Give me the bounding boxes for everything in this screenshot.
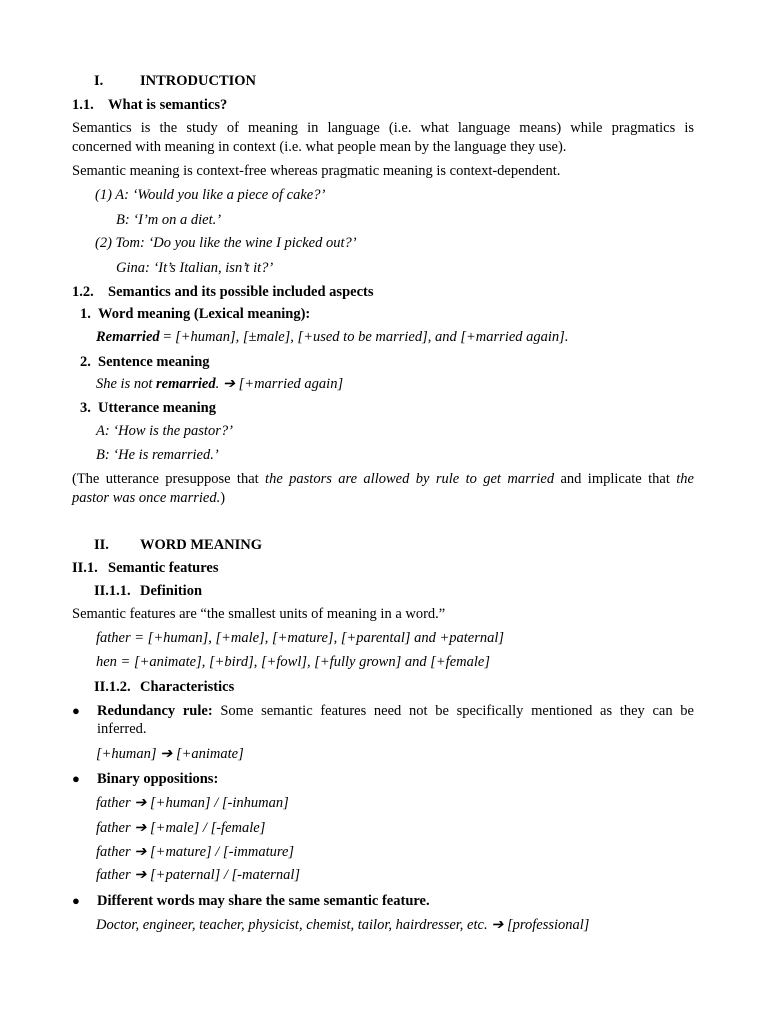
list-item-title: Utterance meaning bbox=[98, 400, 216, 416]
subsection-number: II.1. bbox=[72, 560, 98, 576]
bullet-text-line: inferred. bbox=[97, 721, 147, 737]
note-emphasis: the bbox=[676, 471, 694, 487]
list-item-title: Word meaning (Lexical meaning): bbox=[98, 306, 311, 322]
example-line bbox=[96, 375, 343, 393]
equals-sign: = bbox=[159, 329, 176, 345]
bullet-title: Redundancy rule: bbox=[97, 703, 213, 719]
subsubsection-number: II.1.1. bbox=[94, 583, 131, 599]
example-line: [+human] ➔ [+animate] bbox=[96, 746, 244, 762]
example-line: father ➔ [+human] / [-inhuman] bbox=[96, 795, 289, 811]
subsection-1-1-heading bbox=[72, 96, 227, 114]
example-line: Gina: ‘It’s Italian, isn’t it?’ bbox=[116, 260, 274, 276]
paragraph-line: Semantics is the study of meaning in language (i.e. what language means) while pragmatics is bbox=[72, 120, 694, 136]
section-number: II. bbox=[94, 537, 109, 553]
example-line: B: ‘I’m on a diet.’ bbox=[116, 212, 222, 228]
section-title: WORD MEANING bbox=[140, 537, 263, 553]
example-line: father ➔ [+mature] / [-immature] bbox=[96, 844, 295, 860]
subsubsection-title: Definition bbox=[140, 583, 203, 599]
bullet-icon: ● bbox=[72, 703, 80, 718]
section-1-heading bbox=[94, 72, 256, 90]
subsection-title: Semantic features bbox=[108, 560, 219, 576]
term: remarried bbox=[156, 376, 216, 392]
note-text: (The utterance presuppose that bbox=[72, 471, 266, 487]
note-text: and implicate that bbox=[554, 471, 677, 487]
example-line bbox=[96, 328, 568, 346]
section-title: INTRODUCTION bbox=[140, 73, 257, 89]
bullet-text: Some semantic features need not be specifically mentioned as they can be bbox=[212, 703, 694, 719]
example-line: Doctor, engineer, teacher, physicist, chemist, tailor, hairdresser, etc. ➔ [professional] bbox=[96, 917, 590, 933]
section-number: I. bbox=[94, 73, 104, 89]
bullet-title: Binary oppositions: bbox=[97, 771, 219, 787]
list-item-title: Sentence meaning bbox=[98, 354, 210, 370]
example-line: hen = [+animate], [+bird], [+fowl], [+fully grown] and [+female] bbox=[96, 654, 490, 670]
paragraph: Semantic meaning is context-free whereas pragmatic meaning is context-dependent. bbox=[72, 163, 561, 179]
example-line: father ➔ [+paternal] / [-maternal] bbox=[96, 867, 300, 883]
subsection-title: What is semantics? bbox=[108, 97, 228, 113]
bullet-icon: ● bbox=[72, 893, 80, 908]
list-number: 2. bbox=[80, 354, 91, 370]
subsubsection-heading bbox=[94, 582, 202, 600]
note-line bbox=[72, 489, 225, 507]
note-text: ) bbox=[220, 490, 226, 506]
example-line: B: ‘He is remarried.’ bbox=[96, 447, 219, 463]
example-line: (1) A: ‘Would you like a piece of cake?’ bbox=[95, 187, 326, 203]
example-text: She is not bbox=[96, 376, 157, 392]
list-item-heading bbox=[80, 305, 310, 323]
paragraph-line: concerned with meaning in context (i.e. what people mean by the language they use). bbox=[72, 139, 567, 155]
example-line: father = [+human], [+male], [+mature], [+parental] and +paternal] bbox=[96, 630, 505, 646]
list-item-heading bbox=[80, 399, 216, 417]
subsection-number: 1.2. bbox=[72, 284, 94, 300]
bullet-icon: ● bbox=[72, 771, 80, 786]
subsection-2-1-heading bbox=[72, 559, 218, 577]
list-item-heading bbox=[80, 353, 210, 371]
subsubsection-heading bbox=[94, 678, 234, 696]
subsection-number: 1.1. bbox=[72, 97, 94, 113]
example-line: A: ‘How is the pastor?’ bbox=[96, 423, 233, 439]
list-number: 1. bbox=[80, 306, 91, 322]
example-text: . ➔ [+married again] bbox=[215, 376, 344, 392]
term: Remarried bbox=[96, 329, 160, 345]
note-emphasis: pastor was once married. bbox=[72, 490, 221, 506]
list-number: 3. bbox=[80, 400, 91, 416]
example-line: father ➔ [+male] / [-female] bbox=[96, 820, 266, 836]
subsection-1-2-heading bbox=[72, 283, 373, 301]
bullet-text-line bbox=[97, 702, 694, 720]
subsubsection-title: Characteristics bbox=[140, 679, 235, 695]
feature-list: [+human], [±male], [+used to be married], and [+married again]. bbox=[175, 329, 569, 345]
note-emphasis: the pastors are allowed by rule to get married bbox=[265, 471, 555, 487]
bullet-title: Different words may share the same semantic feature. bbox=[97, 893, 430, 909]
example-line: (2) Tom: ‘Do you like the wine I picked out?’ bbox=[95, 235, 357, 251]
subsubsection-number: II.1.2. bbox=[94, 679, 131, 695]
subsection-title: Semantics and its possible included aspects bbox=[108, 284, 374, 300]
definition-text: Semantic features are “the smallest units of meaning in a word.” bbox=[72, 606, 446, 622]
note-line bbox=[72, 470, 694, 488]
section-2-heading bbox=[94, 536, 262, 554]
